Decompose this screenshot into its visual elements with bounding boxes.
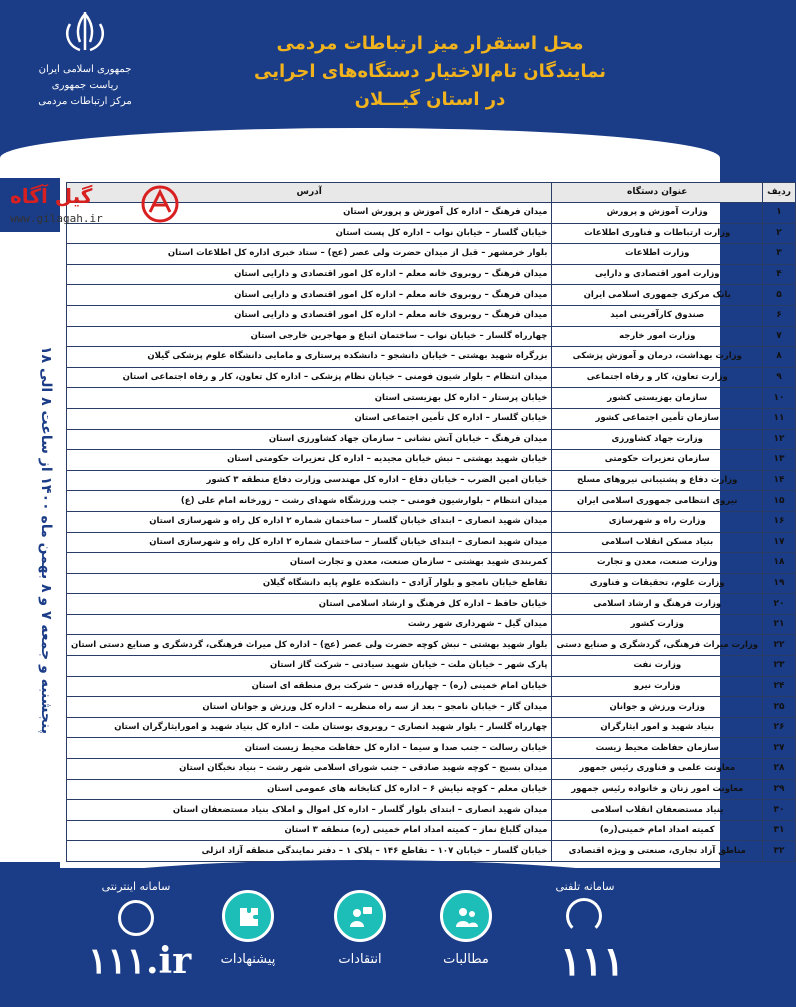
agency-name: سازمان تأمین اجتماعی کشور [552,408,763,429]
agency-address: بلوار خرمشهر – قبل از میدان حضرت ولی عصر (عج) – ستاد خبری اداره کل اطلاعات استان [67,244,552,265]
row-number: ۱۰ [763,388,796,409]
phone-number[interactable]: ۱۱۱ [560,938,625,985]
table-row [67,305,796,326]
agency-name: وزارت فرهنگ و ارشاد اسلامی [552,594,763,615]
watermark-name: گیل آگاه [10,184,93,208]
header-address: آدرس [67,183,552,203]
table-body [67,203,796,862]
headset-icon [566,898,602,934]
agency-address: پارک شهر – خیابان ملت – خیابان شهید سیادتی – شرکت گاز استان [67,656,552,677]
agency-name: بانک مرکزی جمهوری اسلامی ایران [552,285,763,306]
title-line: نمایندگان تام‌الاختیار دستگاه‌های اجرایی [254,61,606,82]
agency-address: چهارراه گلسار – بلوار شهید انصاری – روبروی بوستان ملت – اداره کل بنیاد شهید و امورایثارگران استان [67,717,552,738]
table-row [67,676,796,697]
agency-name: وزارت امور اقتصادی و دارایی [552,264,763,285]
table-row [67,656,796,677]
table-row [67,820,796,841]
watermark-url: www.gilagah.ir [10,212,103,225]
row-number: ۱۴ [763,470,796,491]
table-row [67,429,796,450]
org-line: جمهوری اسلامی ایران [38,64,132,75]
puzzle-icon [237,905,261,929]
row-number: ۶ [763,305,796,326]
agency-name: وزارت صنعت، معدن و تجارت [552,553,763,574]
row-number: ۱۲ [763,429,796,450]
table-row [67,841,796,862]
criticism-label: انتقادات [338,952,382,967]
row-number: ۲ [763,223,796,244]
row-number: ۲۳ [763,656,796,677]
row-number: ۴ [763,264,796,285]
demands-circle [440,890,492,942]
agency-address: میدان بسیج – کوچه شهید صادقی – جنب شورای اسلامی شهر رشت – بنیاد نخبگان استان [67,759,552,780]
title-line: محل استقرار میز ارتباطات مردمی [276,33,584,54]
table-row [67,738,796,759]
row-number: ۲۲ [763,635,796,656]
table-row [67,573,796,594]
table-container [60,178,791,868]
org-line: ریاست جمهوری [51,80,119,91]
globe-icon [118,900,154,936]
agency-name: وزارت آموزش و پرورش [552,203,763,224]
table-row [67,697,796,718]
table-row [67,388,796,409]
row-number: ۳۲ [763,841,796,862]
row-number: ۱۵ [763,491,796,512]
row-number: ۸ [763,347,796,368]
table-row [67,264,796,285]
table-row [67,635,796,656]
agency-address: بلوار شهید بهشتی – نبش کوچه حضرت ولی عصر (عج) – اداره کل میراث فرهنگی، گردشگری و صنایع دستی استان [67,635,552,656]
org-line: مرکز ارتباطات مردمی [38,96,132,107]
person-speech-icon [349,905,373,929]
agency-address: خیابان رسالت – جنب صدا و سیما – اداره کل حفاظت محیط زیست استان [67,738,552,759]
agency-address: خیابان گلسار – اداره کل تأمین اجتماعی استان [67,408,552,429]
agency-name: وزارت نیرو [552,676,763,697]
demands-label: مطالبات [443,952,489,967]
agency-address: میدان انتظام – بلوارشیون فومنی – جنب ورزشگاه شهدای رشت – زورخانه امام علی (ع) [67,491,552,512]
row-number: ۱۸ [763,553,796,574]
agency-name: وزارت ورزش و جوانان [552,697,763,718]
agency-name: وزارت اطلاعات [552,244,763,265]
agency-address: خیابان معلم – کوچه نیایش ۶ – اداره کل کتابخانه های عمومی استان [67,779,552,800]
agency-name: وزارت ارتباطات و فناوری اطلاعات [552,223,763,244]
row-number: ۲۹ [763,779,796,800]
table-row [67,532,796,553]
title-line: در استان گیـــلان [354,89,506,110]
agency-address: میدان فرهنگ – روبروی خانه معلم – اداره کل امور اقتصادی و دارایی استان [67,285,552,306]
agency-address: خیابان گلسار – خیابان نواب – اداره کل پست استان [67,223,552,244]
org-name [30,62,140,110]
table-row [67,614,796,635]
agency-address: میدان فرهنگ – روبروی خانه معلم – اداره کل امور اقتصادی و دارایی استان [67,264,552,285]
gilagah-logo-icon [140,184,180,224]
table-row [67,244,796,265]
row-number: ۲۴ [763,676,796,697]
row-number: ۳ [763,244,796,265]
row-number: ۷ [763,326,796,347]
row-number: ۹ [763,367,796,388]
agency-name: نیروی انتظامی جمهوری اسلامی ایران [552,491,763,512]
row-number: ۲۷ [763,738,796,759]
agency-address: میدان شهید انصاری – ابتدای خیابان گلسار – ساختمان شماره ۲ اداره کل راه و شهرسازی استان [67,511,552,532]
table-row [67,367,796,388]
agency-name: بنیاد شهید و امور ایثارگران [552,717,763,738]
agency-name: وزارت راه و شهرسازی [552,511,763,532]
agency-name: سازمان بهزیستی کشور [552,388,763,409]
table-row [67,594,796,615]
page-title [170,30,690,114]
agency-address: میدان فرهنگ – روبروی خانه معلم – اداره کل امور اقتصادی و دارایی استان [67,305,552,326]
row-number: ۱ [763,203,796,224]
iran-emblem-icon [60,10,110,58]
suggestions-circle [222,890,274,942]
header-org: عنوان دستگاه [552,183,763,203]
table-row [67,326,796,347]
agency-name: مناطق آزاد تجاری، صنعتی و ویژه اقتصادی [552,841,763,862]
agency-address: خیابان پرستار – اداره کل بهزیستی استان [67,388,552,409]
agency-name: سازمان حفاظت محیط زیست [552,738,763,759]
agency-name: وزارت کشور [552,614,763,635]
row-number: ۱۶ [763,511,796,532]
agencies-table [66,182,796,862]
criticism-circle [334,890,386,942]
agency-name: وزارت امور خارجه [552,326,763,347]
row-number: ۲۰ [763,594,796,615]
table-row [67,450,796,471]
watermark-logo [0,182,200,232]
agency-address: خیابان امام خمینی (ره) – چهارراه قدس – شرکت برق منطقه ای استان [67,676,552,697]
agency-address: میدان فرهنگ – اداره کل آموزش و پرورش استان [67,203,552,224]
row-number: ۲۱ [763,614,796,635]
agency-name: بنیاد مستضعفان انقلاب اسلامی [552,800,763,821]
table-row [67,759,796,780]
agency-address: میدان گاز – خیابان نامجو – بعد از سه راه منظریه – اداره کل ورزش و جوانان استان [67,697,552,718]
agency-address: خیابان شهید بهشتی – نبش خیابان مجیدیه – اداره کل تعزیرات حکومتی استان [67,450,552,471]
row-number: ۱۹ [763,573,796,594]
web-address[interactable]: ۱۱۱.ir [88,940,192,982]
phone-system-label: سامانه تلفنی [555,880,615,893]
schedule-text: پنجشنبه و جمعه ۷ و ۸ بهمن ماه ۱۴۰۰ از ساعت ۸ الی ۱۸ [38,346,54,734]
row-number: ۲۶ [763,717,796,738]
web-system-label: سامانه اینترنتی [101,880,171,893]
agency-name: معاونت امور زنان و خانواده رئیس جمهور [552,779,763,800]
agency-address: چهارراه گلسار – خیابان نواب – ساختمان اتباع و مهاجرین خارجی استان [67,326,552,347]
row-number: ۱۷ [763,532,796,553]
agency-name: سازمان تعزیرات حکومتی [552,450,763,471]
agency-address: خیابان حافظ – اداره کل فرهنگ و ارشاد اسلامی استان [67,594,552,615]
agency-address: خیابان گلسار – خیابان ۱۰۷ – تقاطع ۱۴۶ – پلاک ۱ – دفتر نمایندگی منطقه آزاد انزلی [67,841,552,862]
table-row [67,491,796,512]
agency-address: خیابان امین الضرب – خیابان دفاع – اداره کل مهندسی وزارت دفاع منطقه ۳ کشور [67,470,552,491]
row-number: ۳۰ [763,800,796,821]
agency-name: صندوق کارآفرینی امید [552,305,763,326]
people-icon [455,905,479,929]
agency-address: میدان انتظام – بلوار شیون فومنی – خیابان نظام پزشکی – اداره کل تعاون، کار و رفاه اجتماعی استان [67,367,552,388]
agency-address: تقاطع خیابان نامجو و بلوار آزادی – دانشکده علوم پایه دانشگاه گیلان [67,573,552,594]
agency-name: وزارت نفت [552,656,763,677]
agency-name: وزارت دفاع و پشتیبانی نیروهای مسلح [552,470,763,491]
row-number: ۲۵ [763,697,796,718]
agency-name: وزارت بهداشت، درمان و آموزش پزشکی [552,347,763,368]
agency-address: کمربندی شهید بهشتی – سازمان صنعت، معدن و تجارت استان [67,553,552,574]
agency-address: میدان گیل – شهرداری شهر رشت [67,614,552,635]
table-row [67,779,796,800]
agency-address: میدان فرهنگ – خیابان آتش نشانی – سازمان جهاد کشاورزی استان [67,429,552,450]
table-row [67,285,796,306]
row-number: ۲۸ [763,759,796,780]
table-row [67,800,796,821]
table-row [67,553,796,574]
agency-address: میدان شهید انصاری – ابتدای خیابان گلسار – ساختمان شماره ۲ اداره کل راه و شهرسازی استان [67,532,552,553]
agency-name: معاونت علمی و فناوری رئیس جمهور [552,759,763,780]
row-number: ۱۱ [763,408,796,429]
agency-address: بزرگراه شهید بهشتی – خیابان دانشجو – دانشکده پرستاری و مامایی دانشگاه علوم پزشکی گیلان [67,347,552,368]
table-row [67,408,796,429]
suggestions-label: پیشنهادات [220,952,276,967]
agency-name: وزارت میراث فرهنگی، گردشگری و صنایع دستی [552,635,763,656]
agency-address: میدان شهید انصاری – ابتدای بلوار گلسار – اداره کل اموال و املاک بنیاد مستضعفان استان [67,800,552,821]
row-number: ۱۳ [763,450,796,471]
agency-name: کمیته امداد امام خمینی(ره) [552,820,763,841]
table-row [67,470,796,491]
table-row [67,347,796,368]
table-row [67,511,796,532]
agency-name: وزارت جهاد کشاورزی [552,429,763,450]
agency-name: وزارت تعاون، کار و رفاه اجتماعی [552,367,763,388]
agency-address: میدان گلباغ نماز – کمیته امداد امام خمینی (ره) منطقه ۳ استان [67,820,552,841]
header-num: ردیف [763,183,796,203]
row-number: ۵ [763,285,796,306]
agency-name: بنیاد مسکن انقلاب اسلامی [552,532,763,553]
table-row [67,717,796,738]
agency-name: وزارت علوم، تحقیقات و فناوری [552,573,763,594]
row-number: ۳۱ [763,820,796,841]
